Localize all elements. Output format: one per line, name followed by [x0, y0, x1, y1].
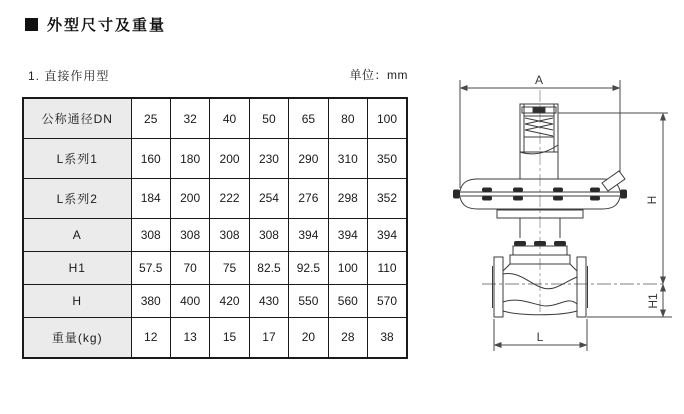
- row-label: H: [23, 284, 131, 317]
- dim-label-H1: H1: [646, 293, 660, 309]
- table-row: [23, 178, 407, 218]
- row-label: 重量(kg): [23, 317, 131, 358]
- cell-value: 352: [368, 178, 407, 218]
- page-title: 外型尺寸及重量: [47, 17, 167, 34]
- row-label: H1: [23, 251, 131, 284]
- table-row: [23, 251, 407, 284]
- cell-value: 28: [328, 317, 367, 358]
- cell-value: 13: [170, 317, 209, 358]
- cell-value: 380: [131, 284, 170, 317]
- cell-value: 20: [289, 317, 328, 358]
- cell-value: 276: [289, 178, 328, 218]
- cell-value: 110: [368, 251, 407, 284]
- section-label: 1. 直接作用型: [28, 69, 110, 83]
- cell-value: 394: [289, 218, 328, 251]
- cell-value: 70: [170, 251, 209, 284]
- table-row: [23, 98, 407, 139]
- cell-value: 75: [210, 251, 249, 284]
- row-label: A: [23, 218, 131, 251]
- cell-value: 50: [249, 98, 288, 139]
- cell-value: 92.5: [289, 251, 328, 284]
- cell-value: 25: [131, 98, 170, 139]
- dim-label-L: L: [536, 330, 544, 344]
- dimension-lines: [460, 80, 672, 351]
- cell-value: 82.5: [249, 251, 288, 284]
- cell-value: 32: [170, 98, 209, 139]
- row-label: L系列2: [23, 178, 131, 218]
- row-label: L系列1: [23, 139, 131, 179]
- table-row: [23, 139, 407, 179]
- cell-value: 400: [170, 284, 209, 317]
- dimensions-table: [22, 97, 408, 359]
- cell-value: 100: [328, 251, 367, 284]
- cell-value: 254: [249, 178, 288, 218]
- cell-value: 308: [170, 218, 209, 251]
- cell-value: 17: [249, 317, 288, 358]
- spring-housing: [520, 104, 558, 154]
- bonnet-bolts: [514, 241, 566, 246]
- cell-value: 230: [249, 139, 288, 179]
- cell-value: 222: [210, 178, 249, 218]
- dim-label-H: H: [645, 195, 659, 205]
- valve-drawing: [420, 60, 684, 414]
- cell-value: 180: [170, 139, 209, 179]
- cell-value: 394: [368, 218, 407, 251]
- cell-value: 12: [131, 317, 170, 358]
- cell-value: 65: [289, 98, 328, 139]
- centerlines: [482, 90, 666, 314]
- dim-label-A: A: [534, 73, 544, 87]
- cell-value: 394: [328, 218, 367, 251]
- table-row: [23, 317, 407, 358]
- cell-value: 308: [249, 218, 288, 251]
- cell-value: 560: [328, 284, 367, 317]
- table-row: [23, 218, 407, 251]
- cell-value: 290: [289, 139, 328, 179]
- row-label: 公称通径DN: [23, 98, 131, 139]
- valve-technical-drawing: [420, 60, 684, 414]
- actuator-bracket: [602, 171, 625, 191]
- cell-value: 200: [170, 178, 209, 218]
- yoke-column: [520, 145, 558, 179]
- cell-value: 57.5: [131, 251, 170, 284]
- title-bullet-square-icon: [25, 18, 38, 31]
- cell-value: 80: [328, 98, 367, 139]
- cell-value: 430: [249, 284, 288, 317]
- cell-value: 298: [328, 178, 367, 218]
- cell-value: 15: [210, 317, 249, 358]
- cell-value: 40: [210, 98, 249, 139]
- dimensions-table-body: [23, 98, 407, 358]
- cell-value: 308: [131, 218, 170, 251]
- cell-value: 420: [210, 284, 249, 317]
- cell-value: 350: [368, 139, 407, 179]
- cell-value: 308: [210, 218, 249, 251]
- cell-value: 310: [328, 139, 367, 179]
- cell-value: 38: [368, 317, 407, 358]
- cell-value: 200: [210, 139, 249, 179]
- cell-value: 184: [131, 178, 170, 218]
- cell-value: 550: [289, 284, 328, 317]
- cell-value: 160: [131, 139, 170, 179]
- cell-value: 570: [368, 284, 407, 317]
- page-title-row: [25, 14, 166, 35]
- cell-value: 100: [368, 98, 407, 139]
- unit-label: 单位：mm: [349, 68, 408, 82]
- table-row: [23, 284, 407, 317]
